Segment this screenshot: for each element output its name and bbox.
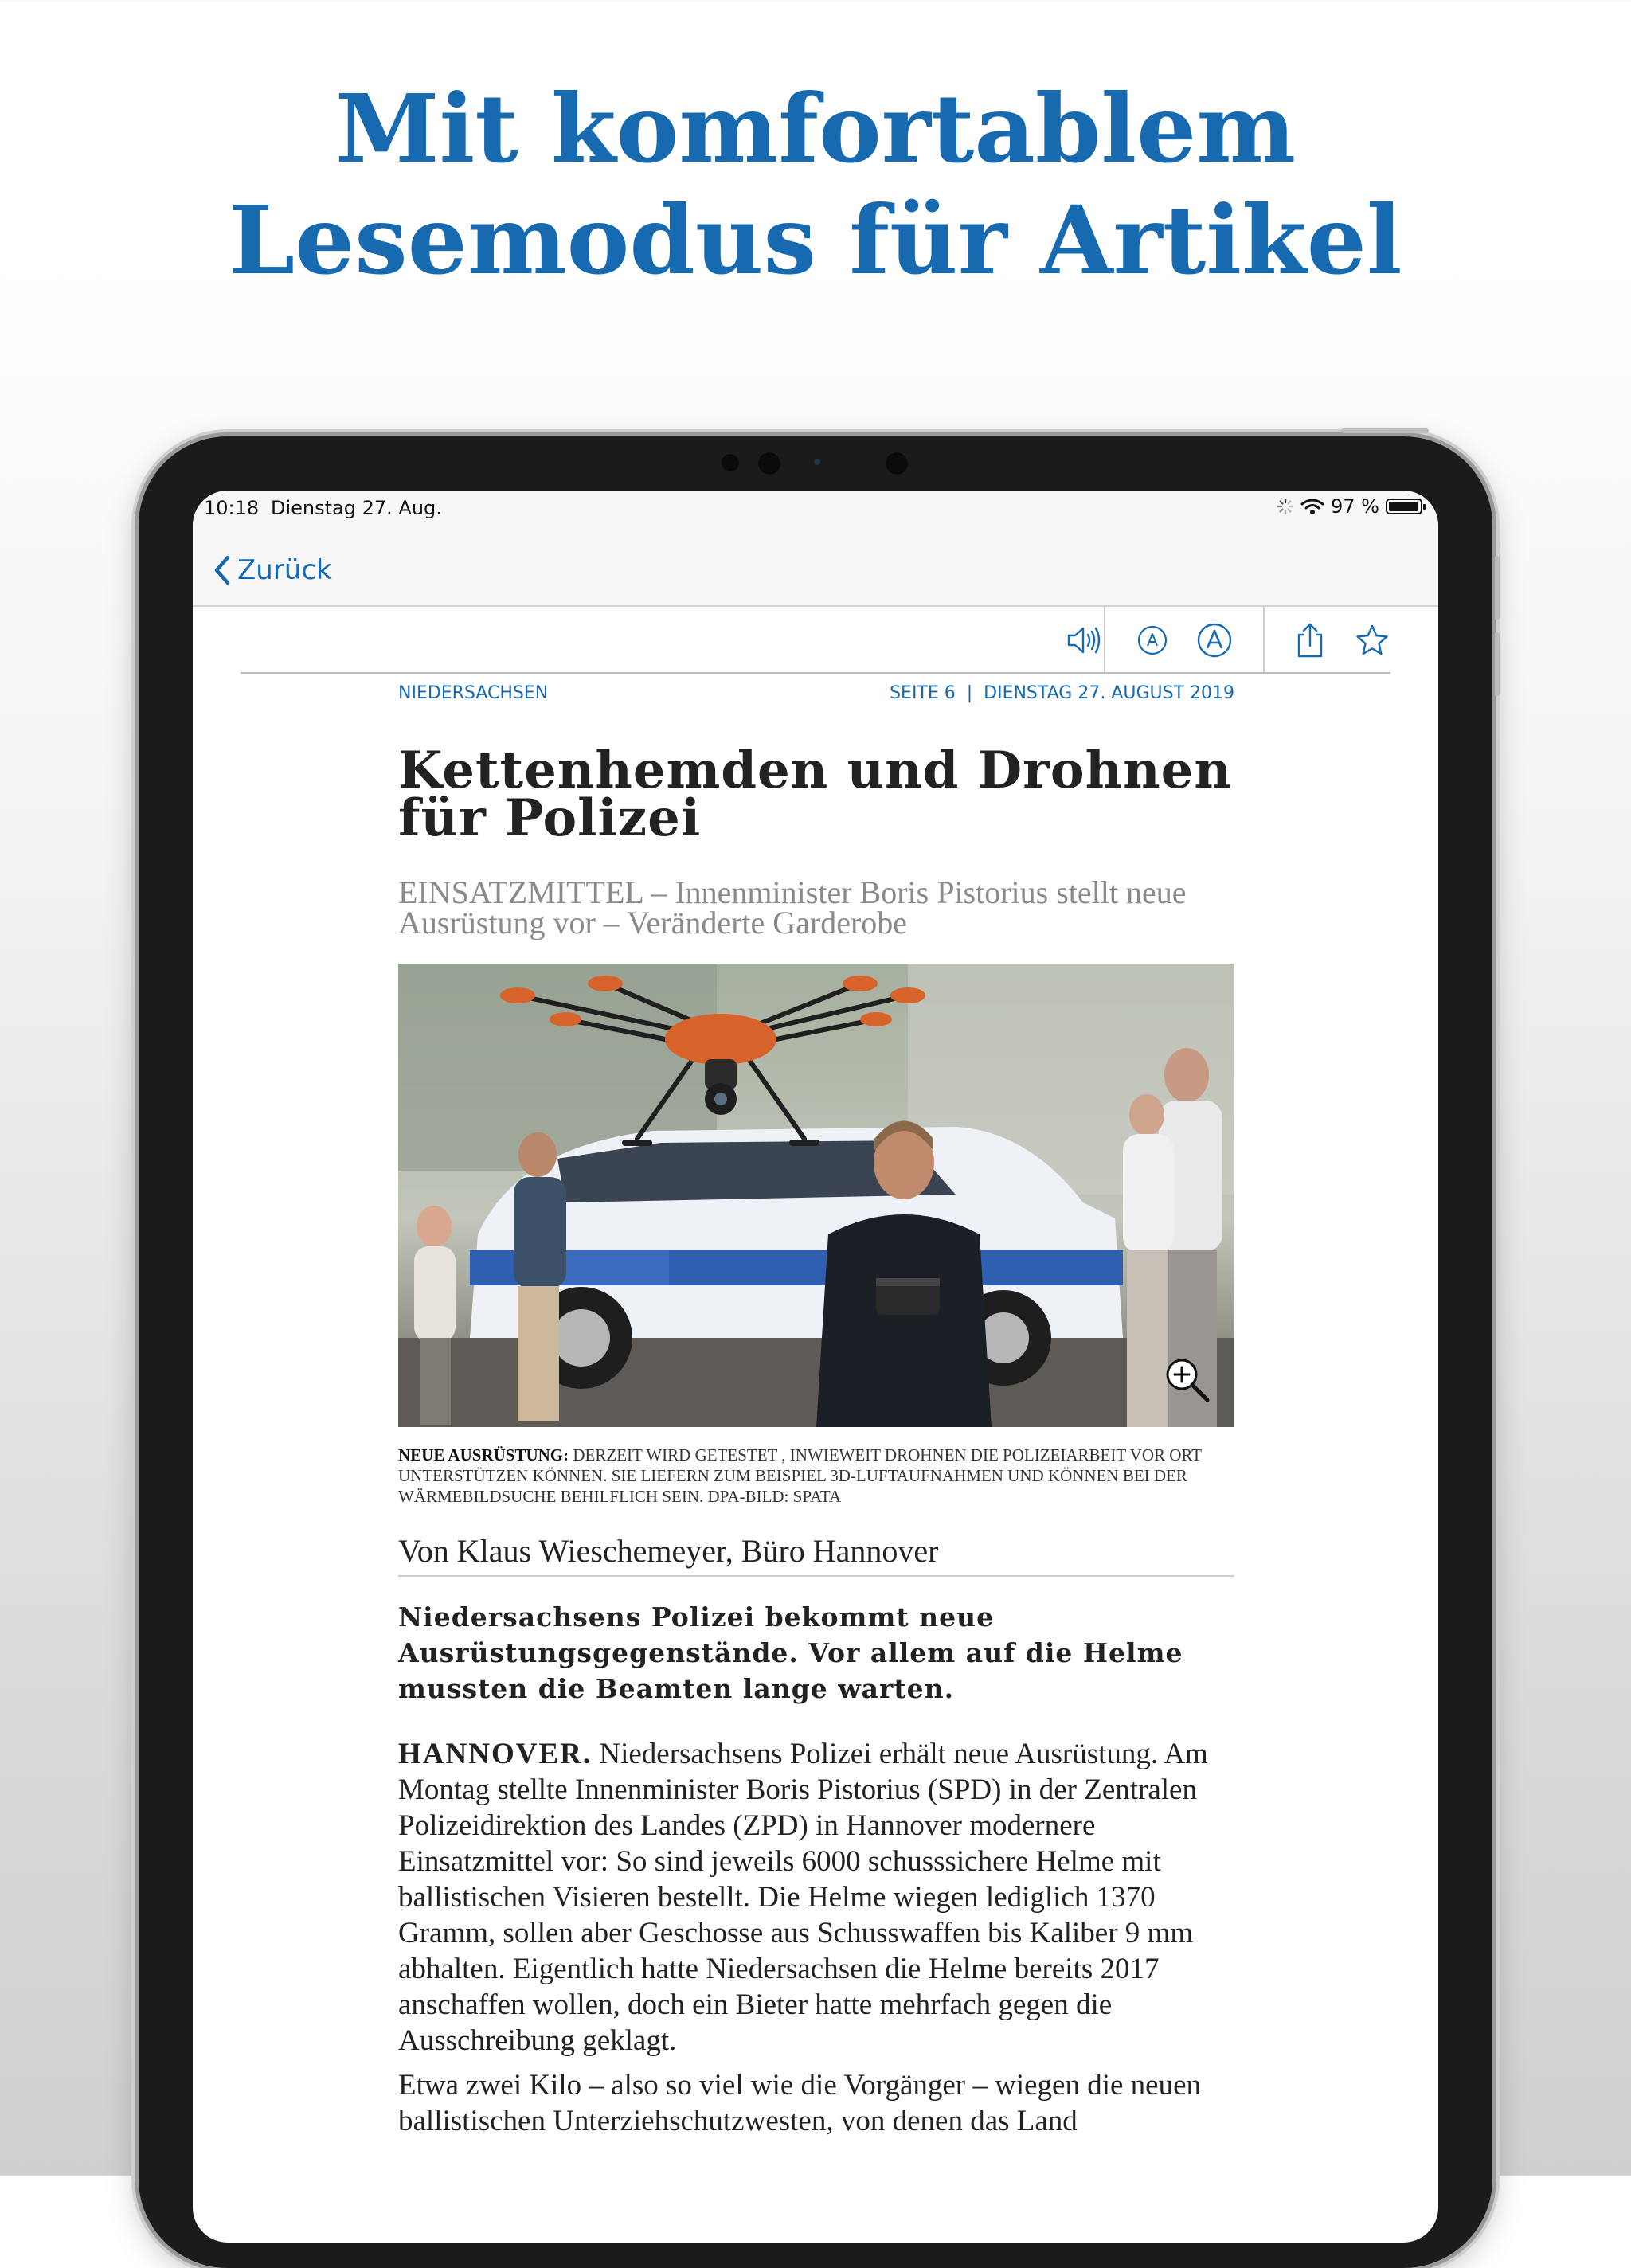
caption-text: DERZEIT WIRD GETESTET , INWIEWEIT DROHNEN DIE POLIZEIARBEIT VOR ORT UNTERSTÜTZEN KÖNNEN. SIE LIEFERN ZUM BEISPIEL 3D-LUFTAUFNAHMEN UND KÖNNEN BEI DER WÄRMEBILDSUCHE BEHILFLICH SEIN. DPA-BILD: SPATA — [398, 1445, 1202, 1506]
article-toolbar — [193, 607, 1438, 674]
wifi-icon — [1300, 498, 1324, 515]
activity-spinner-icon — [1277, 498, 1294, 515]
volume-down-button — [1495, 632, 1500, 696]
article-title: Kettenhemden und Drohnen für Polizei — [398, 741, 1232, 848]
page-info: SEITE 6 | DIENSTAG 27. AUGUST 2019 — [890, 683, 1234, 703]
navigation-bar — [193, 526, 1438, 607]
article-body-paragraph-1 — [398, 1736, 1234, 2059]
battery-fill — [1389, 502, 1418, 511]
photo-caption — [398, 1445, 1234, 1507]
dateline: HANNOVER. — [398, 1738, 593, 1770]
article-photo[interactable] — [398, 964, 1234, 1427]
battery-percent: 97 % — [1331, 495, 1379, 518]
status-right — [1277, 495, 1422, 518]
article-author: Von Klaus Wieschemeyer, Büro Hannover — [398, 1534, 1234, 1577]
chevron-left-icon — [212, 554, 231, 586]
speaker-icon — [1066, 624, 1102, 656]
status-bar — [193, 491, 1438, 526]
headline-line-1: Mit komfortablem — [334, 73, 1297, 184]
section-label: NIEDERSACHSEN — [398, 683, 549, 703]
share-icon — [1294, 622, 1326, 659]
toolbar-separator — [1263, 607, 1265, 674]
font-small-icon — [1136, 624, 1168, 656]
tablet-frame — [139, 436, 1492, 2268]
front-sensor — [722, 454, 739, 471]
status-time: 10:18 — [204, 497, 260, 519]
back-button[interactable] — [212, 554, 332, 586]
toolbar-divider — [241, 672, 1390, 674]
headline-line-2: Lesemodus für Artikel — [229, 185, 1402, 295]
article-body-paragraph-2: Etwa zwei Kilo – also so viel wie die Vorgänger – wiegen die neuen ballistischen Unterziehschutzwesten, von denen das Land — [398, 2069, 1201, 2137]
status-date: Dienstag 27. Aug. — [271, 497, 442, 519]
marketing-headline — [0, 73, 1631, 296]
toolbar-separator — [1104, 607, 1105, 674]
body1-text: Niedersachsens Polizei erhält neue Ausrüstung. Am Montag stellte Innenminister Boris Pistorius (SPD) in der Zentralen Polizeidirektion des Landes (ZPD) in Hannover modernere Einsatzmittel vor: So sind jeweils 6000 schusssichere Helme mit ballistischen Visieren bestellt. Die Helme wiegen lediglich 1370 Gramm, sollen aber Geschosse aus Schusswaffen bis Kaliber 9 mm abhalten. Eigentlich hatte Niedersachsen die Helme bereits 2017 anschaffen wollen, doch ein Bieter hatte mehrfach gegen die Ausschreibung geklagt. — [398, 1738, 1208, 2057]
article-subtitle: EINSATZMITTEL – Innenminister Boris Pistorius stellt neue Ausrüstung vor – Veränderte Garderobe — [398, 874, 1187, 940]
screen — [193, 491, 1438, 2243]
front-camera — [758, 452, 780, 475]
back-label: Zurück — [237, 554, 332, 586]
photo-illustration — [398, 964, 1234, 1427]
font-larger-button[interactable] — [1187, 615, 1242, 666]
share-button[interactable] — [1282, 615, 1338, 666]
battery-icon — [1386, 499, 1422, 514]
zoom-in-icon[interactable] — [1163, 1355, 1214, 1406]
caption-lead: NEUE AUSRÜSTUNG: — [398, 1445, 569, 1464]
volume-up-button — [1495, 556, 1500, 620]
face-id-sensor — [886, 452, 908, 475]
font-large-icon — [1196, 622, 1233, 659]
bookmark-button[interactable] — [1344, 615, 1400, 666]
top-button — [1341, 428, 1429, 433]
proximity-sensor — [814, 459, 820, 465]
article-lead: Niedersachsens Polizei bekommt neue Ausrüstungsgegenstände. Vor allem auf die Helme mussten die Beamten lange warten. — [398, 1601, 1183, 1704]
font-smaller-button[interactable] — [1124, 615, 1180, 666]
star-icon — [1355, 624, 1389, 657]
